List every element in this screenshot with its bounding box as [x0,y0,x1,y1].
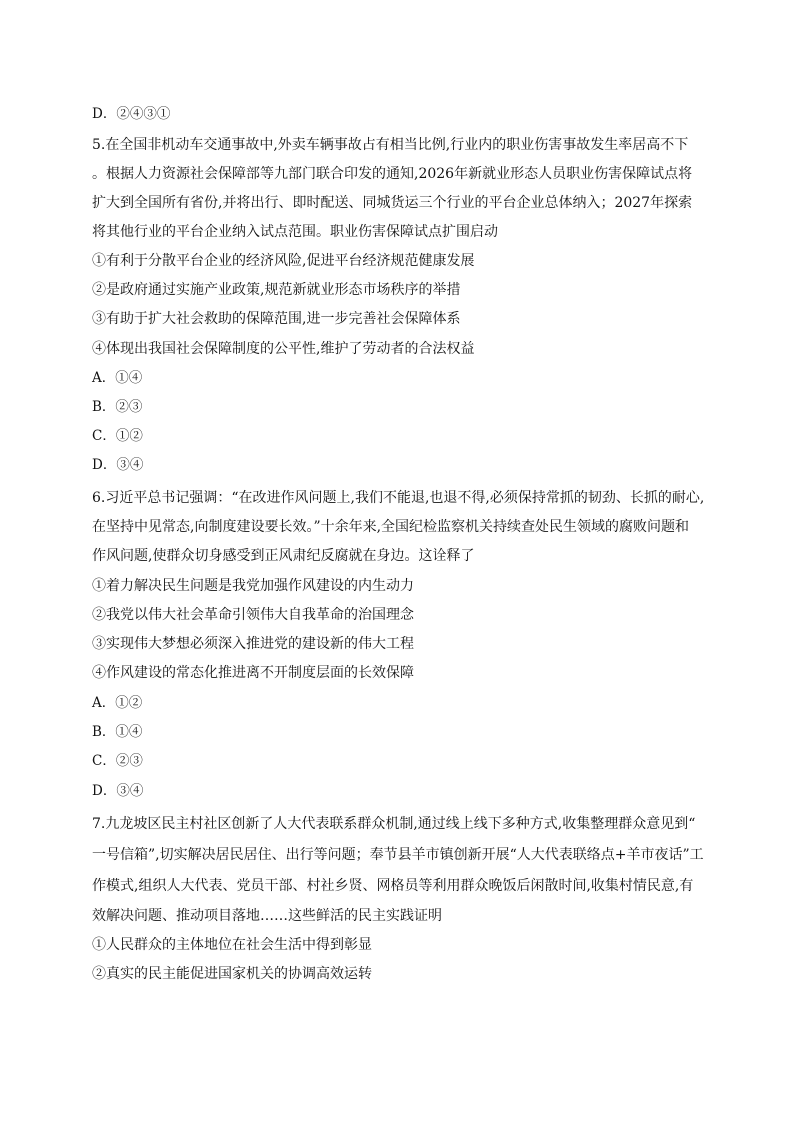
q6-statement-2: ②我党以伟大社会革命引领伟大自我革命的治国理念 [92,607,414,623]
q6-stem-line-1: 6.习近平总书记强调：“在改进作风问题上,我们不能退,也退不得,必须保持常抓的韧劲、长抓的耐心, [92,490,705,506]
q6-statement-1: ①着力解决民生问题是我党加强作风建设的内生动力 [92,578,414,594]
q6-statement-3: ③实现伟大梦想必须深入推进党的建设新的伟大工程 [92,636,414,652]
q6-stem-line-2: 在坚持中见常态,向制度建设要长效。”十余年来,全国纪检监察机关持续查处民生领域的腐败问题和 [92,519,690,535]
q6-option-c: C．②③ [92,753,143,769]
q4-option-d: D．②④③① [92,106,171,122]
q5-statement-1: ①有利于分散平台企业的经济风险,促进平台经济规范健康发展 [92,253,475,269]
q7-stem-line-1: 7.九龙坡区民主村社区创新了人大代表联系群众机制,通过线上线下多种方式,收集整理群众意见到“ [92,816,696,832]
q5-stem-line-1: 5.在全国非机动车交通事故中,外卖车辆事故占有相当比例,行业内的职业伤害事故发生率居高不下 [92,137,689,153]
q6-statement-4: ④作风建设的常态化推进离不开制度层面的长效保障 [92,665,414,681]
q5-stem-line-2: 。根据人力资源社会保障部等九部门联合印发的通知,2026年新就业形态人员职业伤害保障试点将 [92,166,693,182]
q5-option-c: C．①② [92,428,143,444]
q7-stem-line-3: 作模式,组织人大代表、党员干部、村社乡贤、网格员等利用群众晚饭后闲散时间,收集村情民意,有 [92,878,694,894]
q7-stem-line-2: 一号信箱”,切实解决居民居住、出行等问题；奉节县羊市镇创新开展“人大代表联络点+羊市夜话”工 [92,847,704,863]
q5-option-d: D．③④ [92,457,144,473]
q5-statement-2: ②是政府通过实施产业政策,规范新就业形态市场秩序的举措 [92,282,461,298]
q7-statement-2: ②真实的民主能促进国家机关的协调高效运转 [92,966,372,982]
q5-stem-line-3: 扩大到全国所有省份,并将出行、即时配送、同城货运三个行业的平台企业总体纳入；2027年探索 [92,195,693,211]
q7-statement-1: ①人民群众的主体地位在社会生活中得到彰显 [92,937,372,953]
q5-statement-3: ③有助于扩大社会救助的保障范围,进一步完善社会保障体系 [92,311,461,327]
q6-option-b: B．①④ [92,724,143,740]
q6-option-a: A．①② [92,695,143,711]
q5-option-b: B．②③ [92,399,143,415]
q6-option-d: D．③④ [92,783,144,799]
q6-stem-line-3: 作风问题,使群众切身感受到正风肃纪反腐就在身边。这诠释了 [92,548,475,564]
q5-option-a: A．①④ [92,370,143,386]
q7-stem-line-4: 效解决问题、推动项目落地……这些鲜活的民主实践证明 [92,908,442,924]
q5-statement-4: ④体现出我国社会保障制度的公平性,维护了劳动者的合法权益 [92,341,475,357]
q5-stem-line-4: 将其他行业的平台企业纳入试点范围。职业伤害保障试点扩围启动 [92,224,498,240]
